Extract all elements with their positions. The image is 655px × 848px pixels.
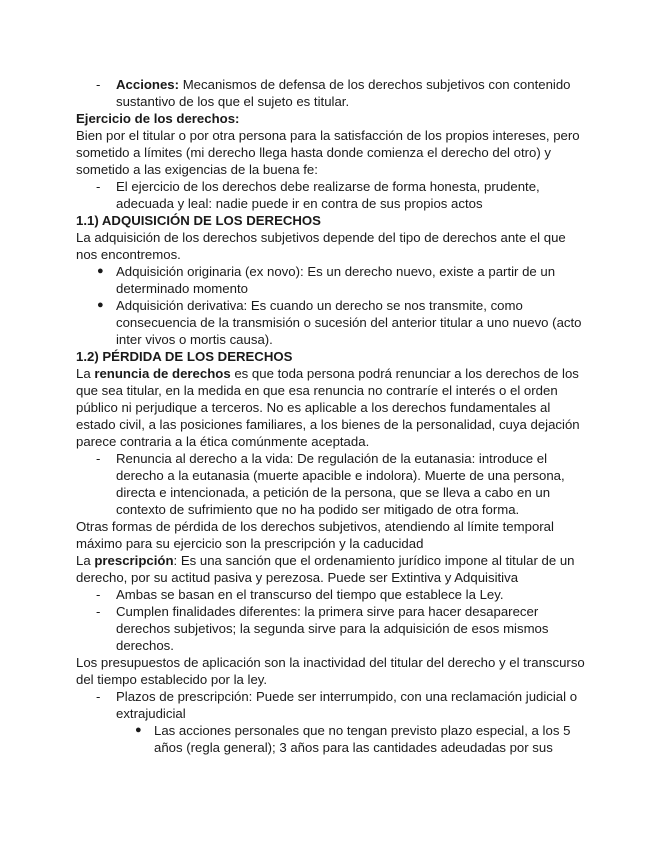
perdida-heading: 1.2) PÉRDIDA DE LOS DERECHOS — [76, 349, 293, 364]
dash-marker: - — [96, 604, 101, 619]
plazos-text: Plazos de prescripción: Puede ser interrumpido, con una reclamación judicial o extrajudicial — [116, 689, 578, 721]
renuncia-pre: La — [76, 366, 95, 381]
eutanasia-text: Renuncia al derecho a la vida: De regulación de la eutanasia: introduce el derecho a la eutanasia (muerte apacible e indolora). Muerte de una persona, directa e intencionada, a petición de la persona, que se lleva a cabo en un contexto de sufrimiento que no ha podido ser mitigado de otra forma. — [116, 451, 565, 517]
adquisicion-derivativa-item — [76, 297, 586, 348]
dash-marker: - — [96, 451, 101, 466]
acciones-text: Mecanismos de defensa de los derechos subjetivos con contenido sustantivo de los que el sujeto es titular. — [116, 77, 571, 109]
ejercicio-heading: Ejercicio de los derechos: — [76, 111, 240, 126]
eutanasia-item — [76, 450, 586, 518]
acciones-personales-item — [76, 722, 586, 756]
adquisicion-heading: 1.1) ADQUISICIÓN DE LOS DERECHOS — [76, 213, 321, 228]
acciones-label: Acciones: — [116, 77, 180, 92]
prescripcion-text: : Es una sanción que el ordenamiento jurídico impone al titular de un derecho, por su actitud pasiva y perezosa. Puede ser Extintiva y Adquisitiva — [76, 553, 575, 585]
adquisicion-originaria-item — [76, 263, 586, 297]
dash-marker: - — [96, 77, 101, 92]
ejercicio-item — [76, 178, 586, 212]
ejercicio-item-text: El ejercicio de los derechos debe realizarse de forma honesta, prudente, adecuada y leal: nadie puede ir en contra de sus propios actos — [116, 179, 540, 211]
plazos-item — [76, 688, 586, 722]
prescripcion-item-1 — [76, 586, 586, 603]
document-page — [76, 76, 586, 756]
acciones-personales-text: Las acciones personales que no tengan previsto plazo especial, a los 5 años (regla general); 3 años para las cantidades adeudadas por sus — [154, 723, 571, 755]
renuncia-term: renuncia de derechos — [94, 366, 231, 381]
acciones-item — [76, 76, 586, 110]
bullet-marker: ● — [135, 724, 142, 736]
dash-marker: - — [96, 179, 101, 194]
prescripcion-item-2-text: Cumplen finalidades diferentes: la primera sirve para hacer desaparecer derechos subjetivos; la segunda sirve para la adquisición de esos mismos derechos. — [116, 604, 549, 653]
prescripcion-paragraph — [76, 552, 586, 586]
prescripcion-item-2 — [76, 603, 586, 654]
adquisicion-originaria-text: Adquisición originaria (ex novo): Es un derecho nuevo, existe a partir de un determinado momento — [116, 264, 556, 296]
dash-marker: - — [96, 689, 101, 704]
bullet-marker: ● — [97, 299, 104, 311]
presupuestos-paragraph: Los presupuestos de aplicación son la inactividad del titular del derecho y el transcurso del tiempo establecido por la ley. — [76, 655, 585, 687]
ejercicio-paragraph: Bien por el titular o por otra persona para la satisfacción de los propios intereses, pero sometido a límites (mi derecho llega hasta donde comienza el derecho del otro) y sometido a las exigencias de la buena fe: — [76, 128, 580, 177]
adquisicion-derivativa-text: Adquisición derivativa: Es cuando un derecho se nos transmite, como consecuencia de la transmisión o sucesión del anterior titular a uno nuevo (acto inter vivos o mortis causa). — [116, 298, 582, 347]
prescripcion-item-1-text: Ambas se basan en el transcurso del tiempo que establece la Ley. — [116, 587, 504, 602]
dash-marker: - — [96, 587, 101, 602]
prescripcion-pre: La — [76, 553, 95, 568]
renuncia-text: es que toda persona podrá renunciar a los derechos de los que sea titular, en la medida en que esa renuncia no contraríe el interés o el orden público ni perjudique a terceros. No es aplicable a los derechos fundamentales al estado civil, a las posiciones familiares, a los bienes de la personalidad, cuya dejación parece contraria a la ética comúnmente aceptada. — [76, 366, 580, 449]
prescripcion-term: prescripción — [94, 553, 174, 568]
renuncia-paragraph — [76, 365, 586, 450]
bullet-marker: ● — [97, 265, 104, 277]
otras-formas-paragraph: Otras formas de pérdida de los derechos subjetivos, atendiendo al límite temporal máximo para su ejercicio son la prescripción y la caducidad — [76, 519, 554, 551]
adquisicion-paragraph: La adquisición de los derechos subjetivos depende del tipo de derechos ante el que nos encontremos. — [76, 230, 566, 262]
